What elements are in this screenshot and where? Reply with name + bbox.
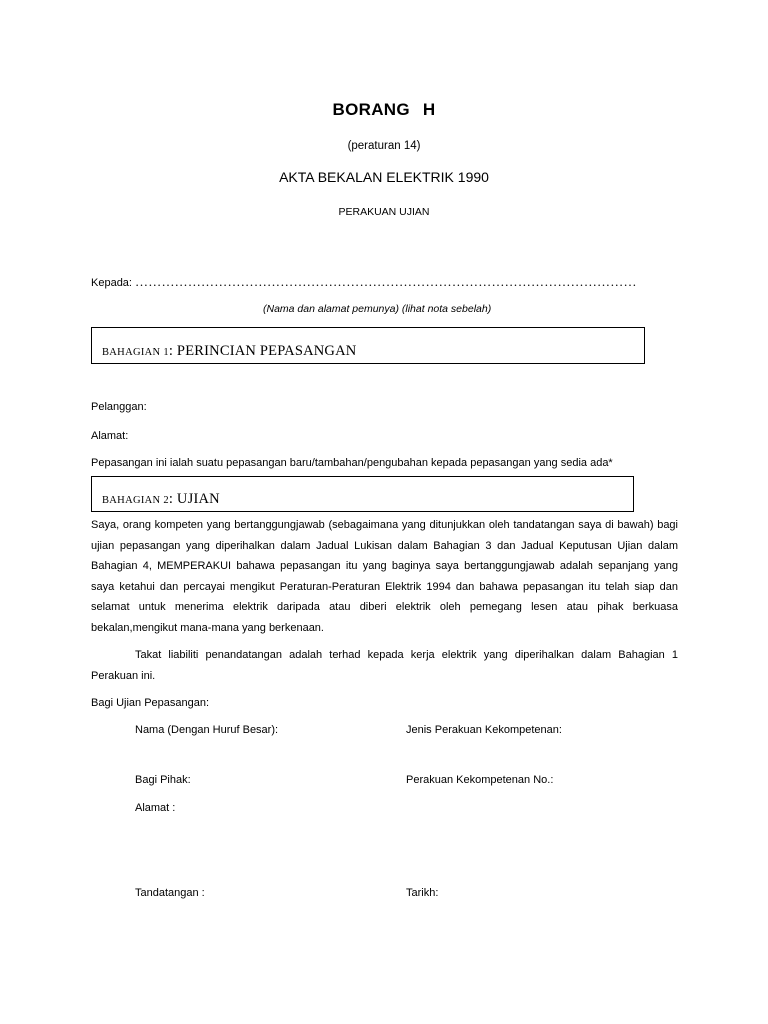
test-heading: Bagi Ujian Pepasangan: bbox=[91, 697, 210, 709]
section1-header-box bbox=[91, 327, 645, 364]
declaration-paragraph: Saya, orang kompeten yang bertanggungjawab (sebagaimana yang ditunjukkan oleh tandatangan saya di bawah) bagi ujian pepasangan yang diperihalkan dalam Jadual Lukisan dalam Bahagian 3 dan Jadual Keputusan Ujian dalam Bahagian 4, MEMPERAKUI bahawa pepasangan itu yang baginya saya bertanggungjawab adalah sepanjang yang saya ketahui dan percayai mengikut Peraturan-Peraturan Elektrik 1994 dan bahawa pepasangan itu telah siap dan selamat untuk menerima elektrik daripada atau diberi elektrik oleh pemegang lesen atau pihak berkuasa bekalan,mengikut mana-mana yang berkenaan. bbox=[91, 519, 678, 634]
form-title: BORANG H bbox=[332, 100, 436, 119]
recipient-note: (Nama dan alamat pemunya) (lihat nota sebelah) bbox=[263, 303, 492, 315]
certificate-title: PERAKUAN UJIAN bbox=[338, 206, 430, 218]
section2-title: : UJIAN bbox=[168, 491, 220, 507]
signature-label: Tandatangan : bbox=[135, 887, 205, 899]
section2-header-box bbox=[91, 476, 634, 512]
competency-number-label: Perakuan Kekompetenan No.: bbox=[406, 774, 554, 786]
section1-prefix: BAHAGIAN 1 bbox=[102, 347, 169, 358]
customer-label: Pelanggan: bbox=[91, 401, 147, 413]
recipient-label: Kepada: bbox=[91, 277, 132, 289]
on-behalf-label: Bagi Pihak: bbox=[135, 774, 191, 786]
recipient-line bbox=[91, 274, 637, 290]
section1-heading bbox=[102, 342, 356, 360]
name-field-label: Nama (Dengan Huruf Besar): bbox=[135, 724, 279, 736]
section2-heading bbox=[102, 490, 220, 508]
installation-text: Pepasangan ini ialah suatu pepasangan baru/tambahan/pengubahan kepada pepasangan yang sedia ada* bbox=[91, 457, 613, 469]
recipient-dotted-line: …………………………………………………………………………………………………… bbox=[135, 274, 637, 289]
signer-address-label: Alamat : bbox=[135, 802, 176, 814]
date-label: Tarikh: bbox=[406, 887, 439, 899]
act-title: AKTA BEKALAN ELEKTRIK 1990 bbox=[279, 169, 489, 185]
section2-prefix: BAHAGIAN 2 bbox=[102, 495, 169, 506]
regulation-subtitle: (peraturan 14) bbox=[347, 140, 421, 152]
section1-title: : PERINCIAN PEPASANGAN bbox=[168, 343, 357, 359]
liability-paragraph: Takat liabiliti penandatangan adalah terhad kepada kerja elektrik yang diperihalkan dalam Bahagian 1 Perakuan ini. bbox=[91, 649, 678, 682]
address-label: Alamat: bbox=[91, 430, 129, 442]
competency-type-label: Jenis Perakuan Kekompetenan: bbox=[406, 724, 562, 736]
